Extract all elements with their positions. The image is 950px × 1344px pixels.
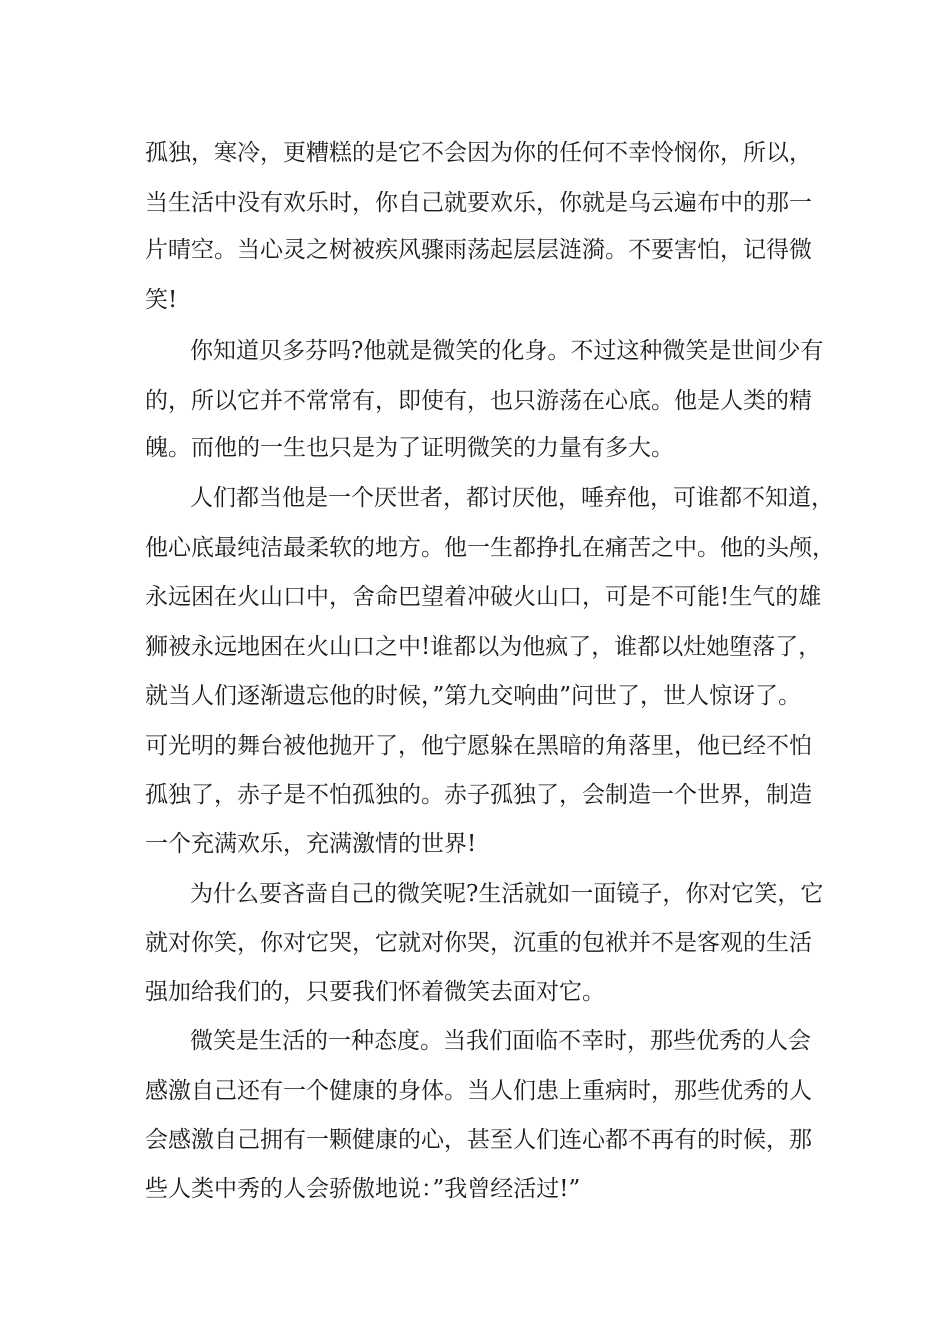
text-line: 感激自己还有一个健康的身体。当人们患上重病时，那些优秀的人: [145, 1078, 812, 1104]
text-line: 的，所以它并不常常有，即使有，也只游荡在心底。他是人类的精: [145, 388, 812, 414]
text-line: 片晴空。当心灵之树被疾风骤雨荡起层层涟漪。不要害怕，记得微: [145, 237, 812, 263]
paragraph-first-line: 人们都当他是一个厌世者，都讨厌他，唾弃他，可谁都不知道，: [190, 485, 834, 511]
text-line: 狮被永远地困在火山口之中!谁都以为他疯了，谁都以灶她堕落了，: [145, 634, 822, 660]
paragraph-first-line: 微笑是生活的一种态度。当我们面临不幸时，那些优秀的人会: [190, 1028, 811, 1054]
text-line: 当生活中没有欢乐时，你自己就要欢乐，你就是乌云遍布中的那一: [145, 190, 812, 216]
text-line: 笑!: [145, 287, 178, 313]
paragraph-first-line: 为什么要吝啬自己的微笑呢?生活就如一面镜子，你对它笑，它: [190, 881, 824, 907]
text-line: 魄。而他的一生也只是为了证明微笑的力量有多大。: [145, 435, 674, 461]
paragraph-first-line: 你知道贝多芬吗?他就是微笑的化身。不过这种微笑是世间少有: [190, 338, 824, 364]
text-line: 一个充满欢乐，充满激情的世界!: [145, 831, 477, 857]
text-line: 些人类中秀的人会骄傲地说：”我曾经活过!”: [145, 1176, 581, 1202]
text-line: 孤独了，赤子是不怕孤独的。赤子孤独了，会制造一个世界，制造: [145, 782, 812, 808]
text-line: 强加给我们的，只要我们怀着微笑去面对它。: [145, 979, 605, 1005]
text-line: 可光明的舞台被他抛开了，他宁愿躲在黑暗的角落里，他已经不怕: [145, 733, 812, 759]
text-line: 永远困在火山口中，舍命巴望着冲破火山口，可是不可能!生气的雄: [145, 584, 822, 610]
text-line: 孤独，寒冷，更糟糕的是它不会因为你的任何不幸怜悯你，所以，: [145, 140, 812, 166]
text-line: 就对你笑，你对它哭，它就对你哭，沉重的包袱并不是客观的生活: [145, 930, 812, 956]
text-line: 他心底最纯洁最柔软的地方。他一生都挣扎在痛苦之中。他的头颅，: [145, 535, 835, 561]
text-line: 就当人们逐渐遗忘他的时候，”第九交响曲”问世了，世人惊讶了。: [145, 683, 802, 709]
text-line: 会感激自己拥有一颗健康的心，甚至人们连心都不再有的时候，那: [145, 1127, 812, 1153]
